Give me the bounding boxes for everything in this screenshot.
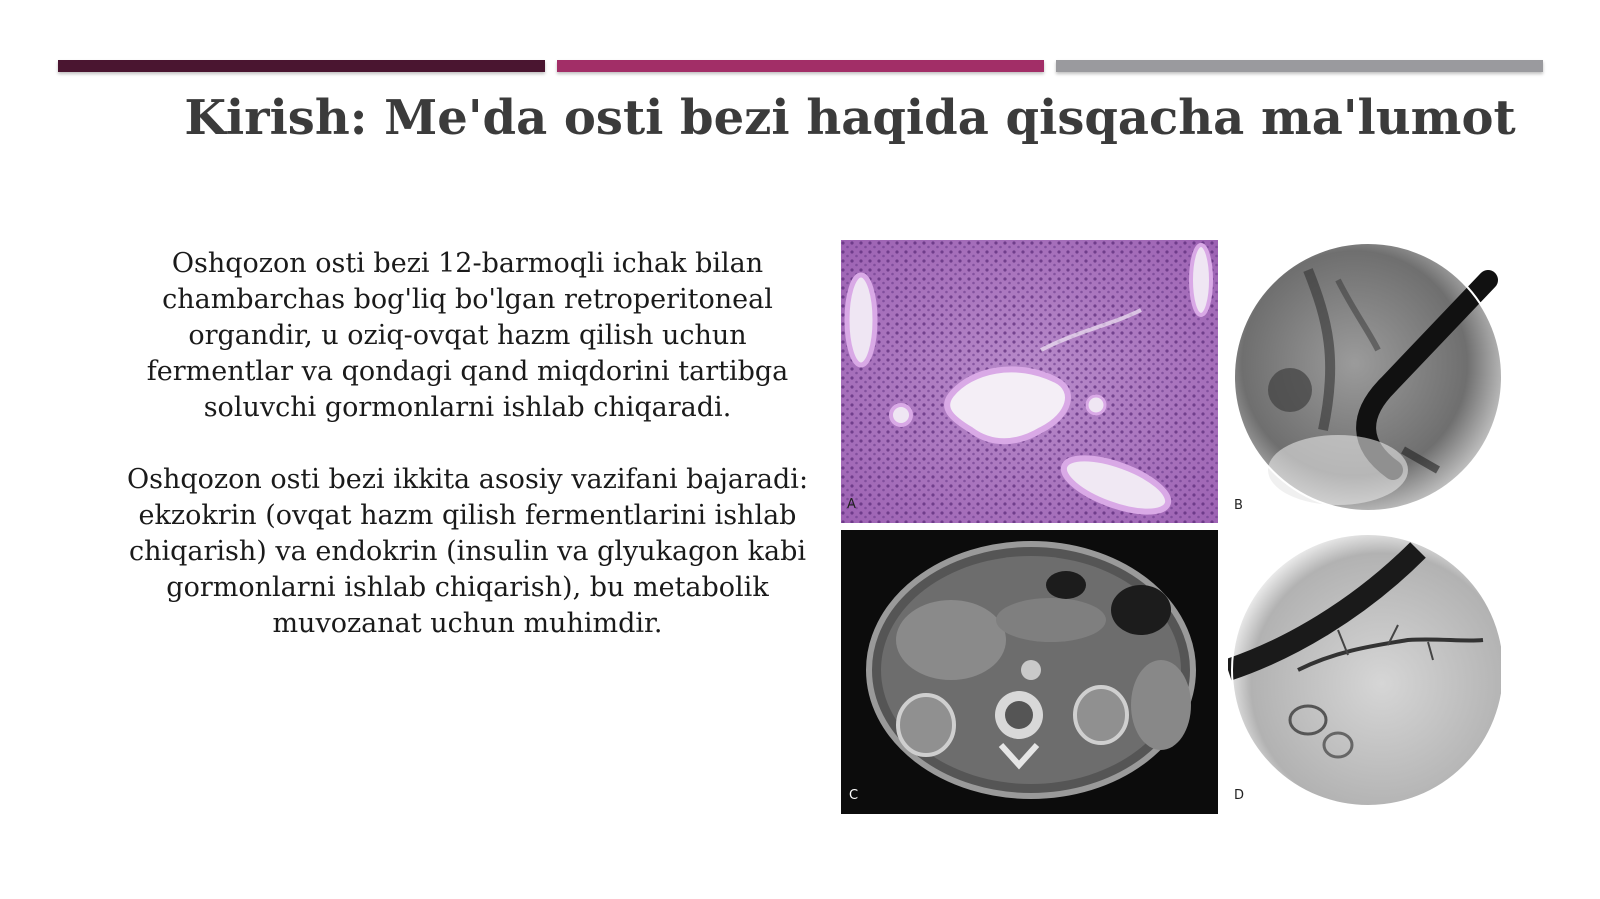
ct-scan-image bbox=[841, 530, 1218, 814]
panel-label-d: D bbox=[1234, 788, 1245, 803]
panel-label-a: A bbox=[847, 497, 856, 512]
slide-title: Kirish: Me'da osti bezi haqida qisqacha ma'lumot bbox=[184, 90, 1516, 146]
paragraph-functions: Oshqozon osti bezi ikkita asosiy vazifani bajaradi: ekzokrin (ovqat hazm qilish fermentlarini ishlab chiqarish) va endokrin (insulin va glyukagon kabi gormonlarni ishlab chiqarish), bu metabolik muvozanat uchun muhimdir. bbox=[126, 464, 809, 639]
histology-image bbox=[841, 240, 1218, 523]
accent-bar-gray bbox=[1056, 60, 1543, 72]
panel-label-b: B bbox=[1234, 498, 1243, 513]
xray-image-d bbox=[1228, 530, 1501, 814]
panel-label-c: C bbox=[849, 788, 859, 803]
medical-figure bbox=[841, 240, 1501, 814]
xray-image-b bbox=[1228, 240, 1501, 523]
accent-bar-magenta bbox=[557, 60, 1044, 72]
accent-bar-dark bbox=[58, 60, 545, 72]
paragraph-intro: Oshqozon osti bezi 12-barmoqli ichak bilan chambarchas bog'liq bo'lgan retroperitoneal organdir, u oziq-ovqat hazm qilish uchun fermentlar va qondagi qand miqdorini tartibga soluvchi gormonlarni ishlab chiqaradi. bbox=[146, 248, 789, 423]
